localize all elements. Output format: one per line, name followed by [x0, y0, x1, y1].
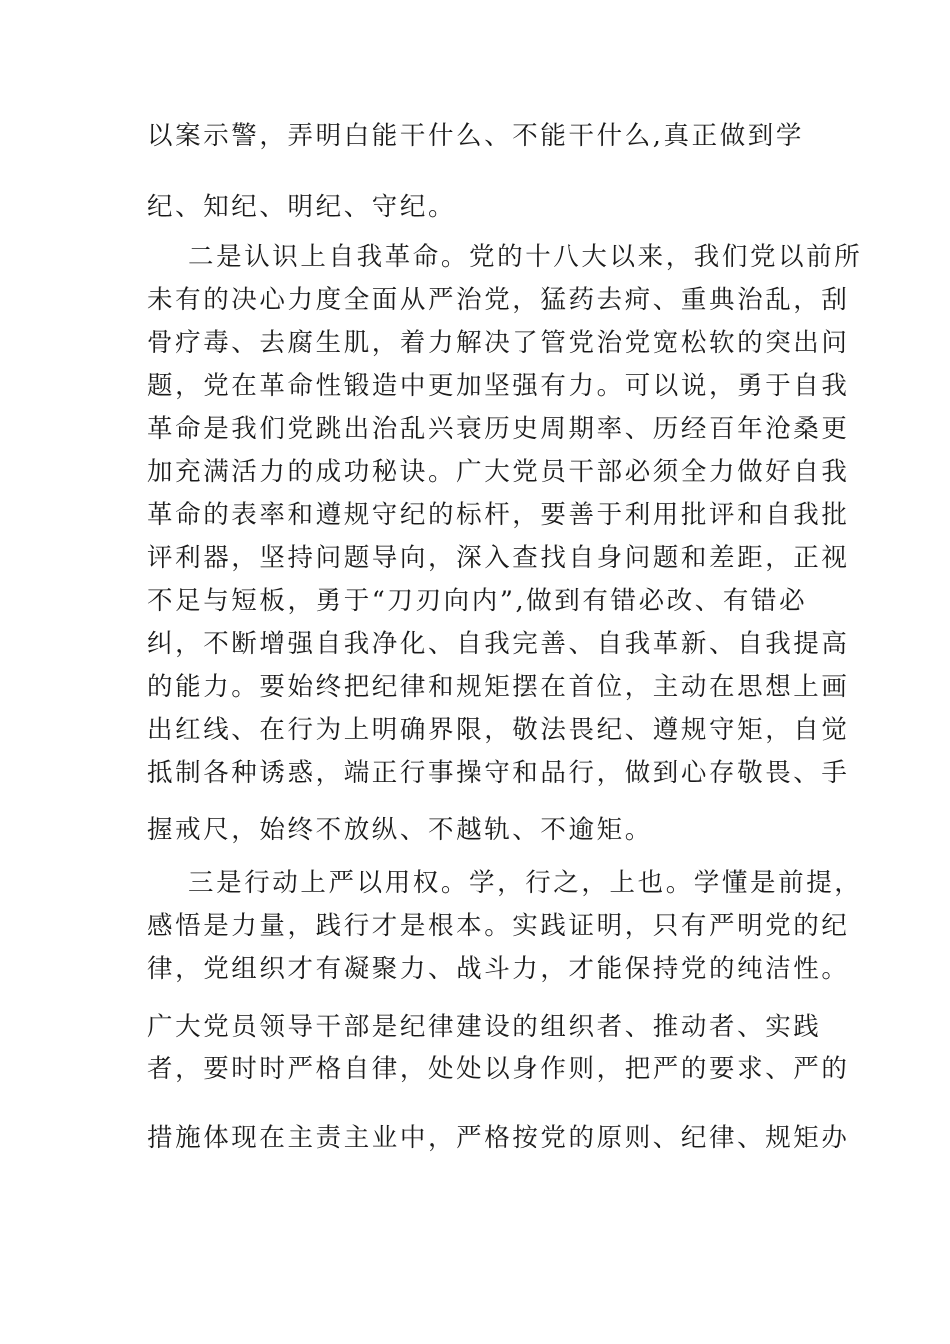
- text-line: 以案示警，弄明白能干什么、不能干什么,真正做到学: [147, 121, 805, 151]
- text-line: 广大党员领导干部是纪律建设的组织者、推动者、实践: [147, 1012, 822, 1042]
- text-line: 者，要时时严格自律，处处以身作则，把严的要求、严的: [147, 1054, 850, 1084]
- text-line: 纠，不断增强自我净化、自我完善、自我革新、自我提高: [147, 629, 850, 659]
- text-line: 不足与短板，勇于“刀刃向内”,做到有错必改、有错必: [147, 586, 808, 616]
- text-line: 评利器，坚持问题导向，深入查找自身问题和差距，正视: [147, 543, 850, 573]
- text-line: 握戒尺，始终不放纵、不越轨、不逾矩。: [147, 815, 653, 845]
- text-line: 抵制各种诱惑，端正行事操守和品行，做到心存敬畏、手: [147, 758, 850, 788]
- text-line: 律，党组织才有凝聚力、战斗力，才能保持党的纯洁性。: [147, 954, 850, 984]
- text-line: 未有的决心力度全面从严治党，猛药去疴、重典治乱，刮: [147, 285, 850, 315]
- paragraph-start-line: 三是行动上严以用权。学，行之，上也。学懂是前提，: [188, 868, 863, 898]
- text-line: 骨疗毒、去腐生肌，着力解决了管党治党宽松软的突出问: [147, 328, 850, 358]
- text-line: 题，党在革命性锻造中更加坚强有力。可以说，勇于自我: [147, 371, 850, 401]
- text-line: 革命的表率和遵规守纪的标杆，要善于利用批评和自我批: [147, 500, 850, 530]
- text-line: 加充满活力的成功秘诀。广大党员干部必须全力做好自我: [147, 457, 850, 487]
- text-line: 措施体现在主责主业中，严格按党的原则、纪律、规矩办: [147, 1123, 850, 1153]
- paragraph-start-line: 二是认识上自我革命。党的十八大以来，我们党以前所: [188, 242, 863, 272]
- text-line: 纪、知纪、明纪、守纪。: [147, 192, 457, 222]
- text-line: 革命是我们党跳出治乱兴衰历史周期率、历经百年沧桑更: [147, 414, 850, 444]
- text-line: 出红线、在行为上明确界限，敬法畏纪、遵规守矩，自觉: [147, 715, 850, 745]
- text-line: 的能力。要始终把纪律和规矩摆在首位，主动在思想上画: [147, 672, 850, 702]
- text-line: 感悟是力量，践行才是根本。实践证明，只有严明党的纪: [147, 911, 850, 941]
